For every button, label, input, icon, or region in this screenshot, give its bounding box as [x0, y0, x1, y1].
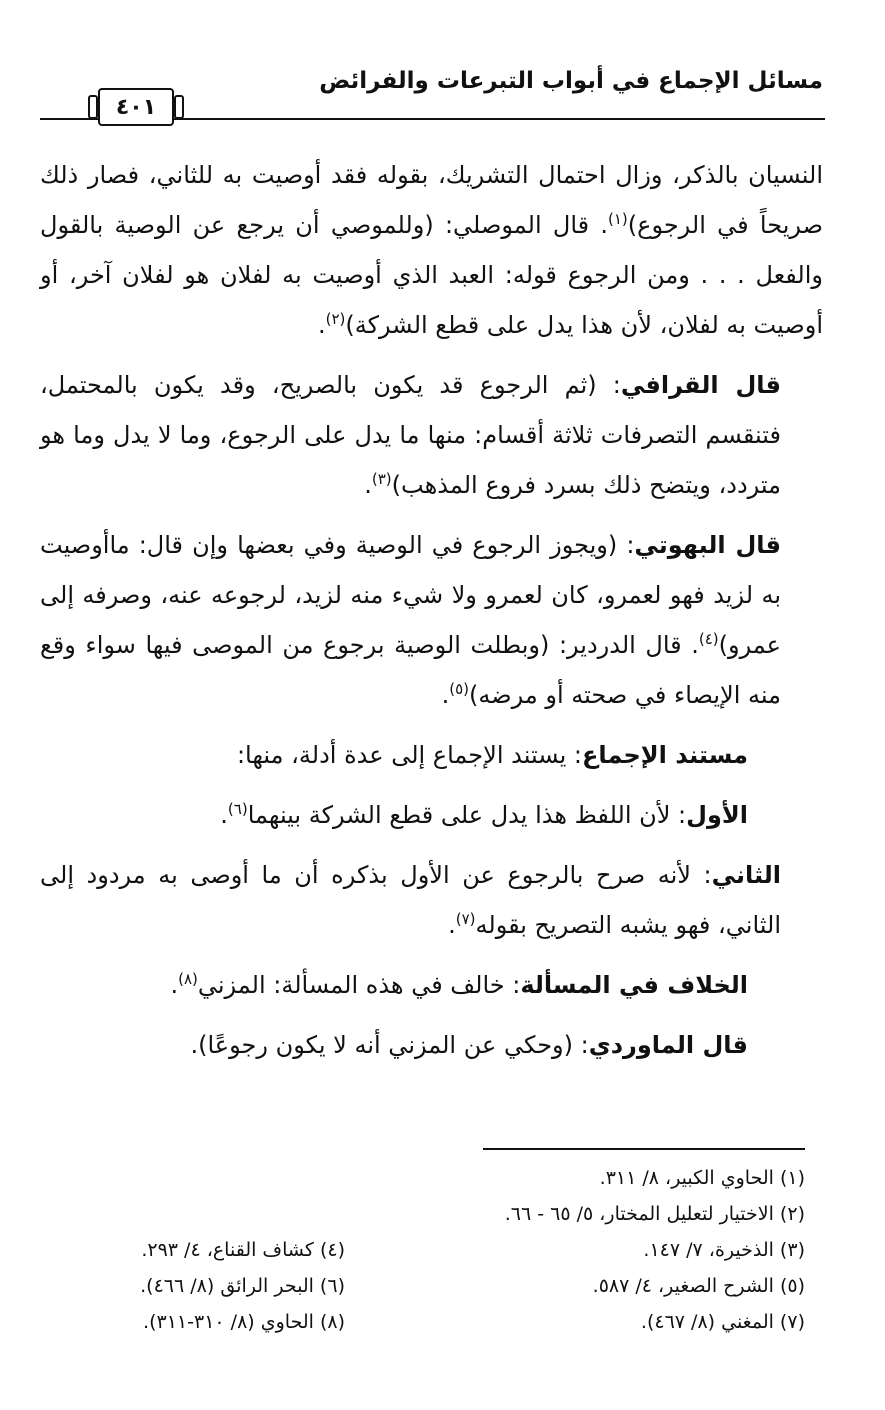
- footnote: (٣) الذخيرة، ٧/ ١٤٧.: [643, 1239, 805, 1261]
- paragraph-8: [40, 1020, 823, 1070]
- footnote: (١) الحاوي الكبير، ٨/ ٣١١.: [599, 1167, 805, 1189]
- footnote-rule: [483, 1148, 805, 1150]
- para-lead: الخلاف في المسألة: [520, 971, 748, 999]
- paragraph-1: [40, 150, 823, 350]
- body-text: [40, 150, 823, 1070]
- para-text: النسيان بالذكر، وزال احتمال التشريك، بقوله فقد أوصيت به للثاني، فصار ذلك صريحاً في الرجوع): [40, 161, 823, 239]
- paragraph-4: [40, 730, 823, 780]
- para-text: .: [441, 681, 450, 709]
- para-text: .: [448, 911, 456, 939]
- para-lead: قال البهوتي: [634, 531, 782, 559]
- footnote: (٤) كشاف القناع، ٤/ ٢٩٣.: [141, 1239, 345, 1261]
- para-text: : (ويجوز الرجوع في الوصية وفي بعضها وإن قال: ماأوصيت به لزيد فهو لعمرو، كان لعمرو ولا شيء منه لزيد، لرجوعه عنه، وصرفه إلى عمرو): [40, 531, 781, 659]
- para-text: : (وحكي عن المزني أنه لا يكون رجوعًا).: [190, 1031, 589, 1059]
- para-lead: مستند الإجماع: [582, 741, 748, 769]
- para-text: .: [220, 801, 228, 829]
- footnote-ref[interactable]: (٣): [371, 470, 392, 488]
- paragraph-5: [40, 790, 823, 840]
- para-text: : لأن اللفظ هذا يدل على قطع الشركة بينهما: [247, 801, 687, 829]
- footnotes-right-column: [385, 1160, 805, 1340]
- footnote: (٢) الاختيار لتعليل المختار، ٥/ ٦٥ - ٦٦.: [504, 1203, 805, 1225]
- para-text: .: [170, 971, 179, 999]
- para-lead: الثاني: [711, 861, 781, 889]
- footnote-ref[interactable]: (١): [607, 210, 628, 228]
- paragraph-2: [40, 360, 823, 510]
- para-text: . قال الدردير: (وبطلت الوصية برجوع من الموصى فيها سواء وقع منه الإيصاء في صحته أو مرضه): [40, 631, 781, 709]
- footnote-ref[interactable]: (٧): [455, 910, 476, 928]
- footnote-ref[interactable]: (٥): [449, 680, 470, 698]
- footnote: (٧) المغني (٨/ ٤٦٧).: [640, 1311, 805, 1333]
- paragraph-6: [40, 850, 823, 950]
- page-number: [98, 88, 174, 126]
- page-number-text: ٤٠١: [115, 94, 157, 120]
- para-text: : لأنه صرح بالرجوع عن الأول بذكره أن ما أوصى به مردود إلى الثاني، فهو يشبه التصريح بقوله: [40, 861, 781, 939]
- footnote-ref[interactable]: (٨): [178, 970, 198, 988]
- footnote-ref[interactable]: (٢): [325, 310, 346, 328]
- footnote: (٥) الشرح الصغير، ٤/ ٥٨٧.: [592, 1275, 805, 1297]
- para-lead: قال الماوردي: [588, 1031, 748, 1059]
- para-text: : (ثم الرجوع قد يكون بالصريح، وقد يكون بالمحتمل، فتنقسم التصرفات ثلاثة أقسام: منها ما يدل على الرجوع، وما لا يدل وما هو متردد، ويتضح ذلك بسرد فروع المذهب): [40, 371, 781, 499]
- paragraph-7: [40, 960, 823, 1010]
- paragraph-3: [40, 520, 823, 720]
- footnote-ref[interactable]: (٦): [227, 800, 248, 818]
- para-text: : خالف في هذه المسألة: المزني: [197, 971, 521, 999]
- footnote-ref[interactable]: (٤): [698, 630, 719, 648]
- para-text: . قال الموصلي: (وللموصي أن يرجع عن الوصية بالقول والفعل . . . ومن الرجوع قوله: العبد الذي أوصيت به لفلان هو لفلان آخر، أو أوصيت به لفلان، لأن هذا يدل على قطع الشركة): [40, 211, 823, 339]
- footnote: (٦) البحر الرائق (٨/ ٤٦٦).: [140, 1275, 345, 1297]
- running-title: مسائل الإجماع في أبواب التبرعات والفرائض: [319, 68, 823, 94]
- para-lead: الأول: [686, 801, 748, 829]
- para-text: .: [317, 311, 326, 339]
- para-text: : يستند الإجماع إلى عدة أدلة، منها:: [236, 741, 583, 769]
- para-text: .: [364, 471, 372, 499]
- para-lead: قال القرافي: [620, 371, 782, 399]
- footnotes-left-column: [15, 1232, 345, 1340]
- footnote: (٨) الحاوي (٨/ ٣١٠-٣١١).: [143, 1311, 345, 1333]
